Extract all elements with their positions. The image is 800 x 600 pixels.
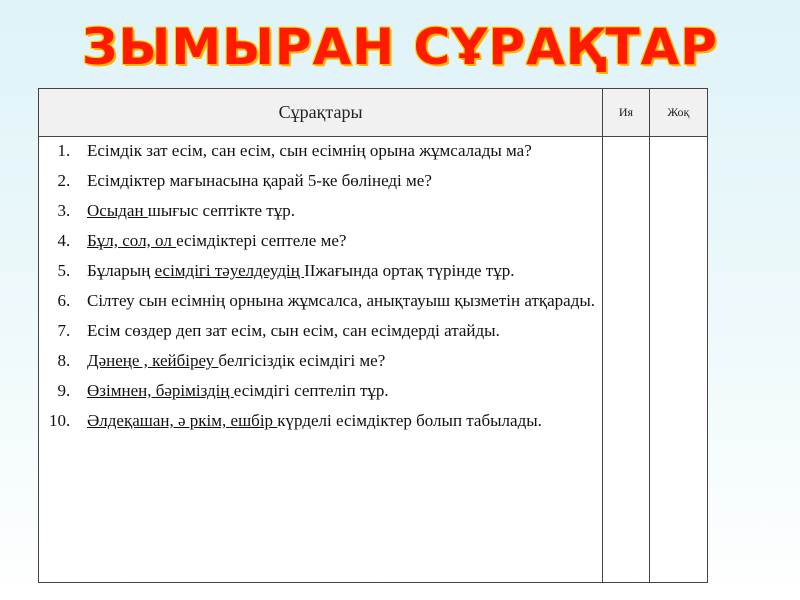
question-item — [39, 349, 602, 372]
questions-cell — [39, 137, 603, 583]
question-text: Есімдіктер мағынасына қарай 5-ке бөлінеді ме? — [87, 171, 432, 190]
no-answers-cell[interactable] — [649, 137, 707, 583]
question-item — [39, 169, 602, 192]
question-item — [39, 409, 602, 432]
question-number: 1 . — [30, 139, 70, 162]
question-item — [39, 259, 602, 282]
question-list — [39, 139, 602, 432]
question-number: 9 . — [30, 379, 70, 402]
question-text: Сілтеу сын есімнің орнына жұмсалса, анықтауыш қызметін атқарады. — [87, 291, 596, 310]
question-underlined: Өзімнен, бәріміздің — [87, 381, 234, 400]
question-text: Есімдік зат есім, сан есім, сын есімнің орына жұмсалады ма? — [87, 141, 532, 160]
question-prefix: Бұларың — [87, 261, 155, 280]
question-text: шығыс септікте тұр. — [147, 201, 295, 220]
question-number: 10 . — [30, 409, 70, 432]
question-underlined: Әлдеқашан, ә ркім, ешбір — [87, 411, 278, 430]
header-questions: Сұрақтары — [39, 89, 603, 137]
question-item — [39, 199, 602, 222]
questions-table — [38, 88, 708, 583]
question-underlined: Осыдан — [87, 201, 148, 220]
question-number: 3 . — [30, 199, 70, 222]
question-item — [39, 229, 602, 252]
question-number: 6 . — [30, 289, 70, 312]
header-no: Жоқ — [649, 89, 707, 137]
question-number: 2 . — [30, 169, 70, 192]
question-item — [39, 139, 602, 162]
table-header-row — [39, 89, 708, 137]
table-body-row — [39, 137, 708, 583]
question-underlined: Дәнеңе , кейбіреу — [87, 351, 219, 370]
question-number: 8 . — [30, 349, 70, 372]
question-text: ІІжағында ортақ түрінде тұр. — [304, 261, 515, 280]
question-item — [39, 379, 602, 402]
question-underlined: Бұл, сол, ол — [87, 231, 177, 250]
question-text: есімдігі септеліп тұр. — [233, 381, 389, 400]
page-title: ЗЫМЫРАН СҰРАҚТАР — [82, 18, 718, 76]
question-text: белгісіздік есімдігі ме? — [218, 351, 386, 370]
question-number: 5 . — [30, 259, 70, 282]
question-item — [39, 289, 602, 312]
yes-answers-cell[interactable] — [603, 137, 649, 583]
question-underlined: есімдігі тәуелдеудің — [154, 261, 305, 280]
question-item — [39, 319, 602, 342]
question-text: Есім сөздер деп зат есім, сын есім, сан есімдерді атайды. — [87, 321, 500, 340]
question-text: есімдіктері септеле ме? — [176, 231, 347, 250]
question-number: 4 . — [30, 229, 70, 252]
question-text: күрделі есімдіктер болып табылады. — [277, 411, 542, 430]
header-yes: Ия — [603, 89, 649, 137]
question-number: 7 . — [30, 319, 70, 342]
